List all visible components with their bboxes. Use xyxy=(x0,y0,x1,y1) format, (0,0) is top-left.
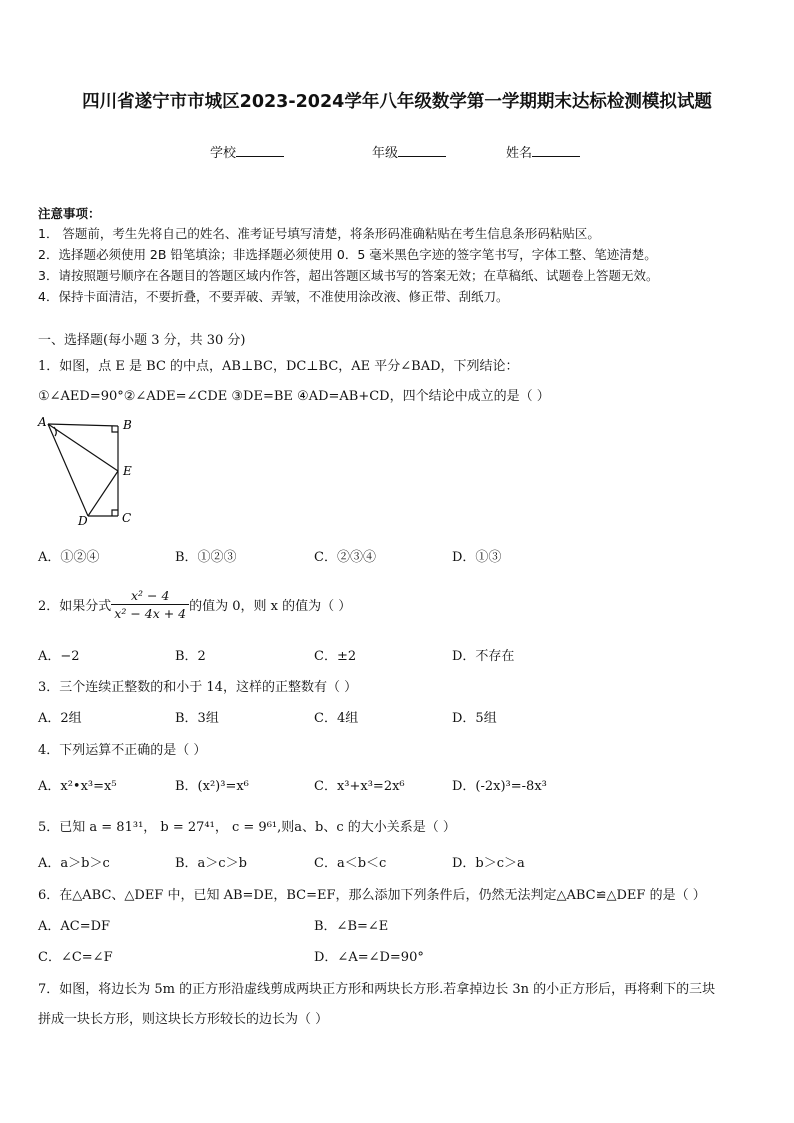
name-field xyxy=(506,142,580,161)
q6-option-c[interactable]: C．∠C=∠F xyxy=(38,950,113,965)
q3-option-b[interactable]: B．3组 xyxy=(175,711,219,726)
q1-option-a[interactable]: A．①②④ xyxy=(38,550,100,565)
q4-option-b[interactable]: B．(x²)³=x⁶ xyxy=(175,779,249,794)
q2-option-d[interactable]: D．不存在 xyxy=(452,649,515,664)
label-a: A xyxy=(38,415,47,429)
notice-item-1: 1． 答题前，考生先将自己的姓名、准考证号填写清楚，将条形码准确粘贴在考生信息条形码粘贴区。 xyxy=(38,226,600,241)
q1-option-d[interactable]: D．①③ xyxy=(452,550,502,565)
q7-stem-line1: 7．如图，将边长为 5m 的正方形沿虚线剪成两块正方形和两块长方形.若拿掉边长 3n 的小正方形后，再将剩下的三块 xyxy=(38,982,716,997)
label-b: B xyxy=(123,418,132,432)
q2-option-c[interactable]: C．±2 xyxy=(314,649,357,664)
notice-heading: 注意事项： xyxy=(38,206,101,221)
q3-option-d[interactable]: D．5组 xyxy=(452,711,497,726)
q2-suffix: 的值为 0，则 x 的值为（ ） xyxy=(189,599,352,614)
q3-option-a[interactable]: A．2组 xyxy=(38,711,82,726)
grade-label: 年级 xyxy=(372,146,399,161)
page-title: 四川省遂宁市市城区2023-2024学年八年级数学第一学期期末达标检测模拟试题 xyxy=(82,92,712,112)
q1-option-b[interactable]: B．①②③ xyxy=(175,550,237,565)
q5-option-d[interactable]: D．b＞c＞a xyxy=(452,856,525,871)
q1-stem: 1．如图，点 E 是 BC 的中点，AB⊥BC，DC⊥BC，AE 平分∠BAD，下列结论： xyxy=(38,359,519,374)
label-e: E xyxy=(123,464,132,478)
school-blank xyxy=(236,143,284,157)
q7-stem-line2: 拼成一块长方形，则这块长方形较长的边长为（ ） xyxy=(38,1012,329,1027)
q1-figure xyxy=(34,414,138,530)
school-label: 学校 xyxy=(210,146,237,161)
q1-option-c[interactable]: C．②③④ xyxy=(314,550,376,565)
q2-prefix: 2．如果分式 xyxy=(38,599,112,614)
q2-option-b[interactable]: B．2 xyxy=(175,649,206,664)
q5-option-c[interactable]: C．a＜b＜c xyxy=(314,856,387,871)
q4-stem: 4．下列运算不正确的是（ ） xyxy=(38,743,207,758)
q6-option-b[interactable]: B．∠B=∠E xyxy=(314,919,389,934)
q4-option-d[interactable]: D．(-2x)³=-8x³ xyxy=(452,779,547,794)
name-label: 姓名 xyxy=(506,146,533,161)
label-d: D xyxy=(78,514,88,528)
notice-item-2: 2．选择题必须使用 2B 铅笔填涂；非选择题必须使用 0．5 毫米黑色字迹的签字笔书写，字体工整、笔迹清楚。 xyxy=(38,247,657,262)
notice-item-4: 4．保持卡面清洁，不要折叠，不要弄破、弄皱，不准使用涂改液、修正带、刮纸刀。 xyxy=(38,289,509,304)
q5-stem: 5．已知 a = 81³¹， b = 27⁴¹， c = 9⁶¹,则a、b、c 的大小关系是（ ） xyxy=(38,820,456,835)
q2-option-a[interactable]: A．−2 xyxy=(38,649,80,664)
q2-denominator: x² − 4x + 4 xyxy=(114,606,187,621)
q2-fraction xyxy=(111,588,189,621)
q5-option-a[interactable]: A．a＞b＞c xyxy=(38,856,110,871)
q4-option-c[interactable]: C．x³+x³=2x⁶ xyxy=(314,779,405,794)
q1-conclusions: ①∠AED=90°②∠ADE=∠CDE ③DE=BE ④AD=AB+CD，四个结论中成立的是（ ） xyxy=(38,389,550,404)
q2-numerator: x² − 4 xyxy=(111,588,189,605)
q3-stem: 3．三个连续正整数的和小于 14，这样的正整数有（ ） xyxy=(38,680,358,695)
q4-option-a[interactable]: A．x²•x³=x⁵ xyxy=(38,779,117,794)
q3-option-c[interactable]: C．4组 xyxy=(314,711,359,726)
grade-field xyxy=(372,142,446,161)
school-field xyxy=(210,142,284,161)
section-heading: 一、选择题(每小题 3 分，共 30 分) xyxy=(38,333,246,348)
q2-stem xyxy=(38,588,351,621)
grade-blank xyxy=(398,143,446,157)
q6-stem: 6．在△ABC、△DEF 中，已知 AB=DE，BC=EF，那么添加下列条件后，仍然无法判定△ABC≌△DEF 的是（ ） xyxy=(38,888,706,903)
q5-option-b[interactable]: B．a＞c＞b xyxy=(175,856,247,871)
q6-option-d[interactable]: D．∠A=∠D=90° xyxy=(314,950,424,965)
q6-option-a[interactable]: A．AC=DF xyxy=(38,919,111,934)
label-c: C xyxy=(122,511,132,525)
name-blank xyxy=(532,143,580,157)
notice-item-3: 3．请按照题号顺序在各题目的答题区域内作答，超出答题区域书写的答案无效；在草稿纸、试题卷上答题无效。 xyxy=(38,268,659,283)
